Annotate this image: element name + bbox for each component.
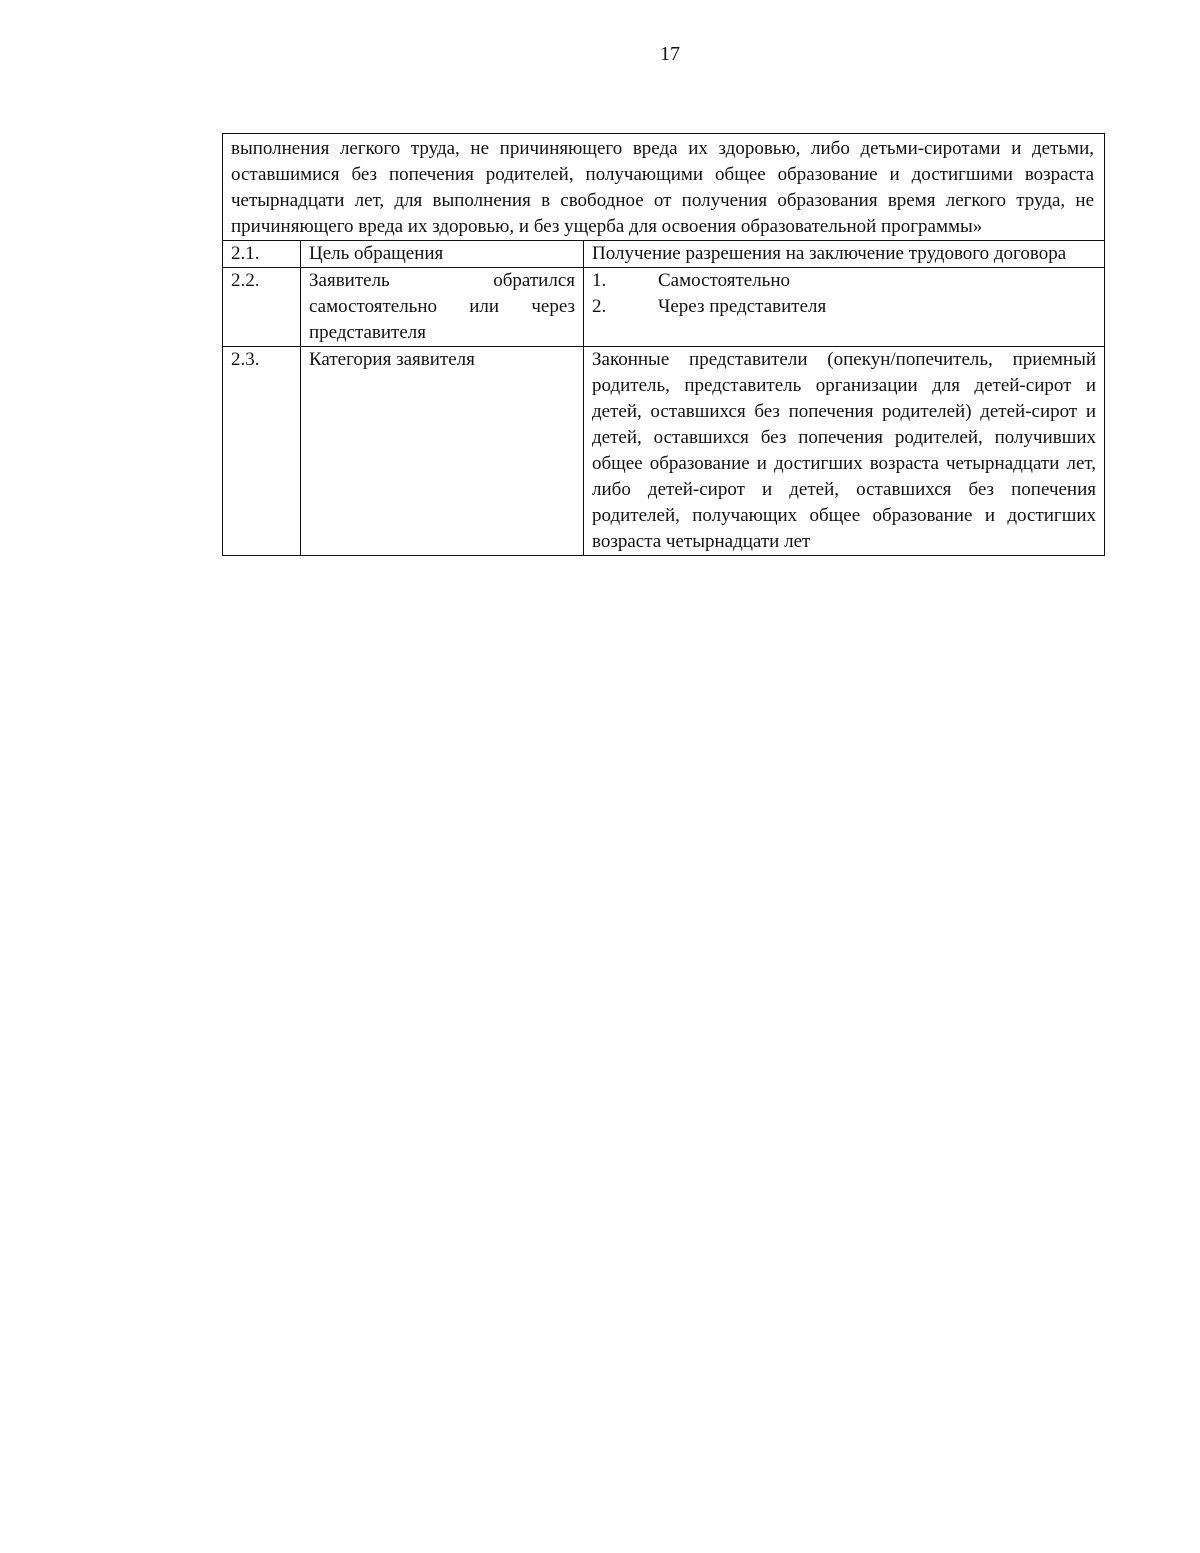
row-value-list bbox=[584, 268, 1105, 347]
list-item-text: Самостоятельно bbox=[658, 270, 791, 291]
table-row bbox=[223, 241, 1105, 268]
row-value: Получение разрешения на заключение трудового договора bbox=[584, 241, 1105, 268]
list-item-text: Через представителя bbox=[658, 296, 827, 317]
row-label: Цель обращения bbox=[301, 241, 584, 268]
list-item-number: 1. bbox=[592, 270, 607, 291]
service-parameters-table bbox=[222, 133, 1105, 556]
list-item bbox=[592, 294, 1096, 320]
row-label: Заявитель обратился самостоятельно или через представителя bbox=[301, 268, 584, 347]
row-label: Категория заявителя bbox=[301, 347, 584, 556]
row-number: 2.1. bbox=[223, 241, 301, 268]
table-intro-row bbox=[223, 134, 1105, 241]
row-number: 2.3. bbox=[223, 347, 301, 556]
table-row bbox=[223, 347, 1105, 556]
list-item-number: 2. bbox=[592, 296, 607, 317]
table-row bbox=[223, 268, 1105, 347]
page-number: 17 bbox=[660, 43, 680, 65]
row-number: 2.2. bbox=[223, 268, 301, 347]
list-item bbox=[592, 268, 1096, 294]
table-intro-text: выполнения легкого труда, не причиняющего вреда их здоровью, либо детьми-сиротами и детьми, оставшимися без попечения родителей, получающими общее образование и достигшими возраста четырнадцати лет, для выполнения в свободное от получения образования время легкого труда, не причиняющего вреда их здоровью, и без ущерба для освоения образовательной программы» bbox=[223, 134, 1105, 241]
row-value: Законные представители (опекун/попечитель, приемный родитель, представитель организации для детей-сирот и детей, оставшихся без попечения родителей) детей-сирот и детей, оставшихся без попечения родителей, получивших общее образование и достигших возраста четырнадцати лет, либо детей-сирот и детей, оставшихся без попечения родителей, получающих общее образование и достигших возраста четырнадцати лет bbox=[584, 347, 1105, 556]
